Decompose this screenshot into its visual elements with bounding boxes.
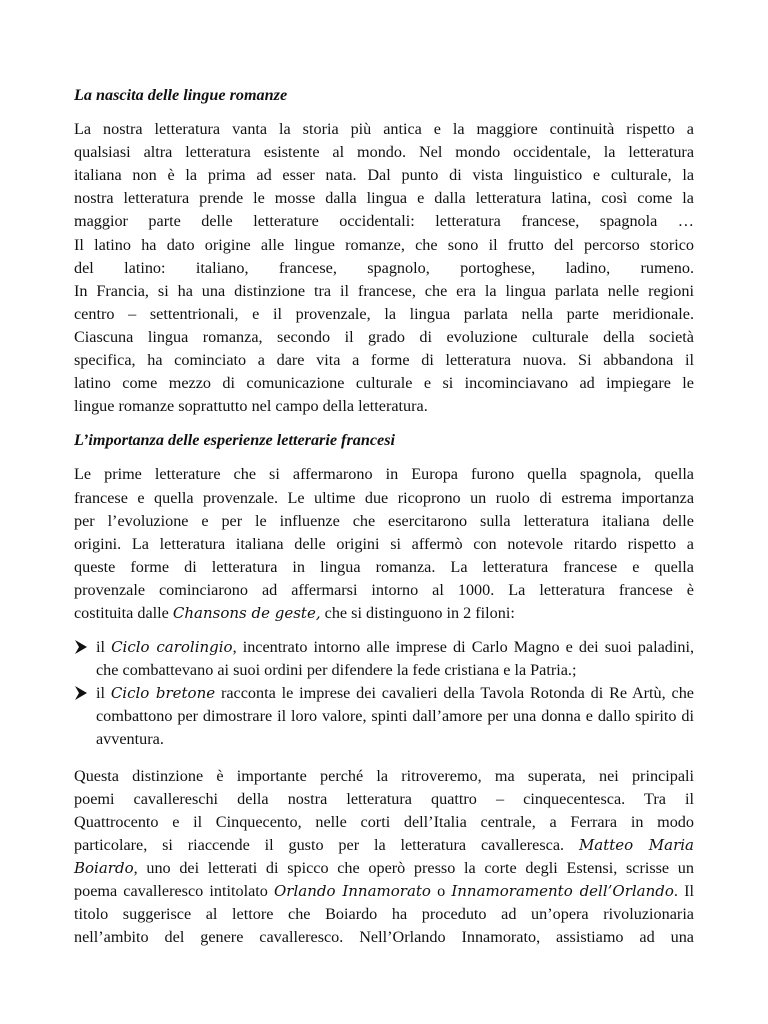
italic-name: Boiardo [74, 858, 134, 877]
text-run: racconta le imprese dei cavalieri della Tavola Rotonda di Re Artù, che combattono per dimostrare il loro valore, spinti dall’amore per una donna e dallo spirito di avventura. [96, 684, 694, 749]
italic-title: Chansons de geste, [172, 603, 321, 622]
text-line: nostra letteratura prende le mosse dalla lingua e dalla letteratura latina, così come la [74, 189, 694, 208]
text-line: maggior parte delle letterature occidentali: letteratura francese, spagnola … [74, 212, 694, 231]
italic-title: Ciclo bretone [110, 684, 216, 703]
list-item-text [96, 682, 694, 751]
text-line: poemi cavallereschi della nostra letteratura quattro – cinquecentesca. Tra il [74, 789, 694, 808]
section-heading-french-experiences: L’importanza delle esperienze letterarie francesi [74, 431, 396, 450]
section-heading-romance-languages: La nascita delle lingue romanze [74, 86, 288, 104]
text-run: poema cavalleresco intitolato [74, 882, 274, 900]
italic-title: Orlando Innamorato [273, 882, 431, 900]
document-page [74, 84, 694, 949]
text-line: lingue romanze soprattutto nel campo della letteratura. [74, 397, 428, 416]
text-line: La nostra letteratura vanta la storia più antica e la maggiore continuità rispetto a [74, 120, 694, 139]
text-run: particolare, si riaccende il gusto per la letteratura cavalleresca. [74, 835, 579, 854]
text-line: titolo suggerisce al lettore che Boiardo ha proceduto ad un’opera rivoluzionaria [74, 905, 694, 924]
text-line: qualsiasi altra letteratura esistente al mondo. Nel mondo occidentale, la letteratura [74, 143, 694, 162]
list-item-text [96, 636, 694, 682]
text-run: . Il [673, 882, 694, 900]
text-line: queste forme di letteratura in lingua romanza. La letteratura francese e quella [74, 557, 694, 576]
text-line: Le prime letterature che si affermarono in Europa furono quella spagnola, quella [74, 465, 694, 484]
italic-name: Matteo Maria [578, 835, 694, 854]
list-item [74, 636, 694, 682]
text-line: In Francia, si ha una distinzione tra il francese, che era la lingua parlata nelle regioni [74, 281, 694, 300]
text-line: del latino: italiano, francese, spagnolo, portoghese, ladino, rumeno. [74, 258, 694, 277]
text-run: o [430, 882, 452, 900]
text-run: costituita dalle [74, 603, 173, 622]
arrowhead-bullet-icon [74, 639, 88, 655]
text-line: specifica, ha cominciato a dare vita a forme di letteratura nuova. Si abbandona il [74, 351, 694, 370]
arrowhead-bullet-icon [74, 685, 88, 701]
text-line: Quattrocento e il Cinquecento, nelle corti dell’Italia centrale, a Ferrara in modo [74, 812, 694, 831]
paragraph-chivalric-poems [74, 765, 694, 950]
paragraph-french-literature [74, 463, 694, 625]
text-line: nell’ambito del genere cavalleresco. Nell’Orlando Innamorato, assistiamo ad una [74, 928, 694, 947]
text-line: italiana non è la prima ad esser nata. Dal punto di vista linguistico e culturale, la [74, 166, 694, 185]
text-line: Ciascuna lingua romanza, secondo il grado di evoluzione culturale della società [74, 327, 694, 346]
italic-title: Ciclo carolingio [111, 638, 233, 657]
text-line: provenzale cominciarono ad affermarsi intorno al 1000. La letteratura francese è [74, 580, 694, 599]
text-line: latino come mezzo di comunicazione culturale e si incominciavano ad impiegare le [74, 374, 694, 393]
text-line: origini. La letteratura italiana delle origini si affermò con notevole ritardo rispetto a [74, 534, 694, 553]
text-line: francese e quella provenzale. Le ultime due ricoprono un ruolo di estrema importanza [74, 488, 694, 507]
text-line: Questa distinzione è importante perché la ritroveremo, ma superata, nei principali [74, 766, 694, 785]
text-run: , uno dei letterati di spicco che operò presso la corte degli Estensi, scrisse un [133, 858, 694, 877]
text-run: il [96, 684, 111, 703]
text-line [74, 602, 694, 625]
text-line [74, 834, 694, 857]
text-run: , incentrato intorno alle imprese di Carlo Magno e dei suoi paladini, che combattevano ai suoi ordini per difendere la fede cristiana e la Patria.; [96, 638, 694, 680]
text-line: centro – settentrionali, e il provenzale, la lingua parlata nella parte meridionale. [74, 304, 694, 323]
text-line: Il latino ha dato origine alle lingue romanze, che sono il frutto del percorso storico [74, 235, 694, 254]
text-line [74, 857, 694, 880]
list-item [74, 682, 694, 751]
text-line: per l’evoluzione e per le influenze che esercitarono sulla letteratura italiana delle [74, 511, 694, 530]
text-line [74, 880, 694, 903]
paragraph-romance-languages [74, 118, 694, 418]
text-run: che si distinguono in 2 filoni: [320, 603, 515, 622]
text-run: il [96, 638, 112, 657]
bullet-list [74, 636, 694, 751]
italic-title: Innamoramento dell’Orlando [451, 882, 674, 900]
